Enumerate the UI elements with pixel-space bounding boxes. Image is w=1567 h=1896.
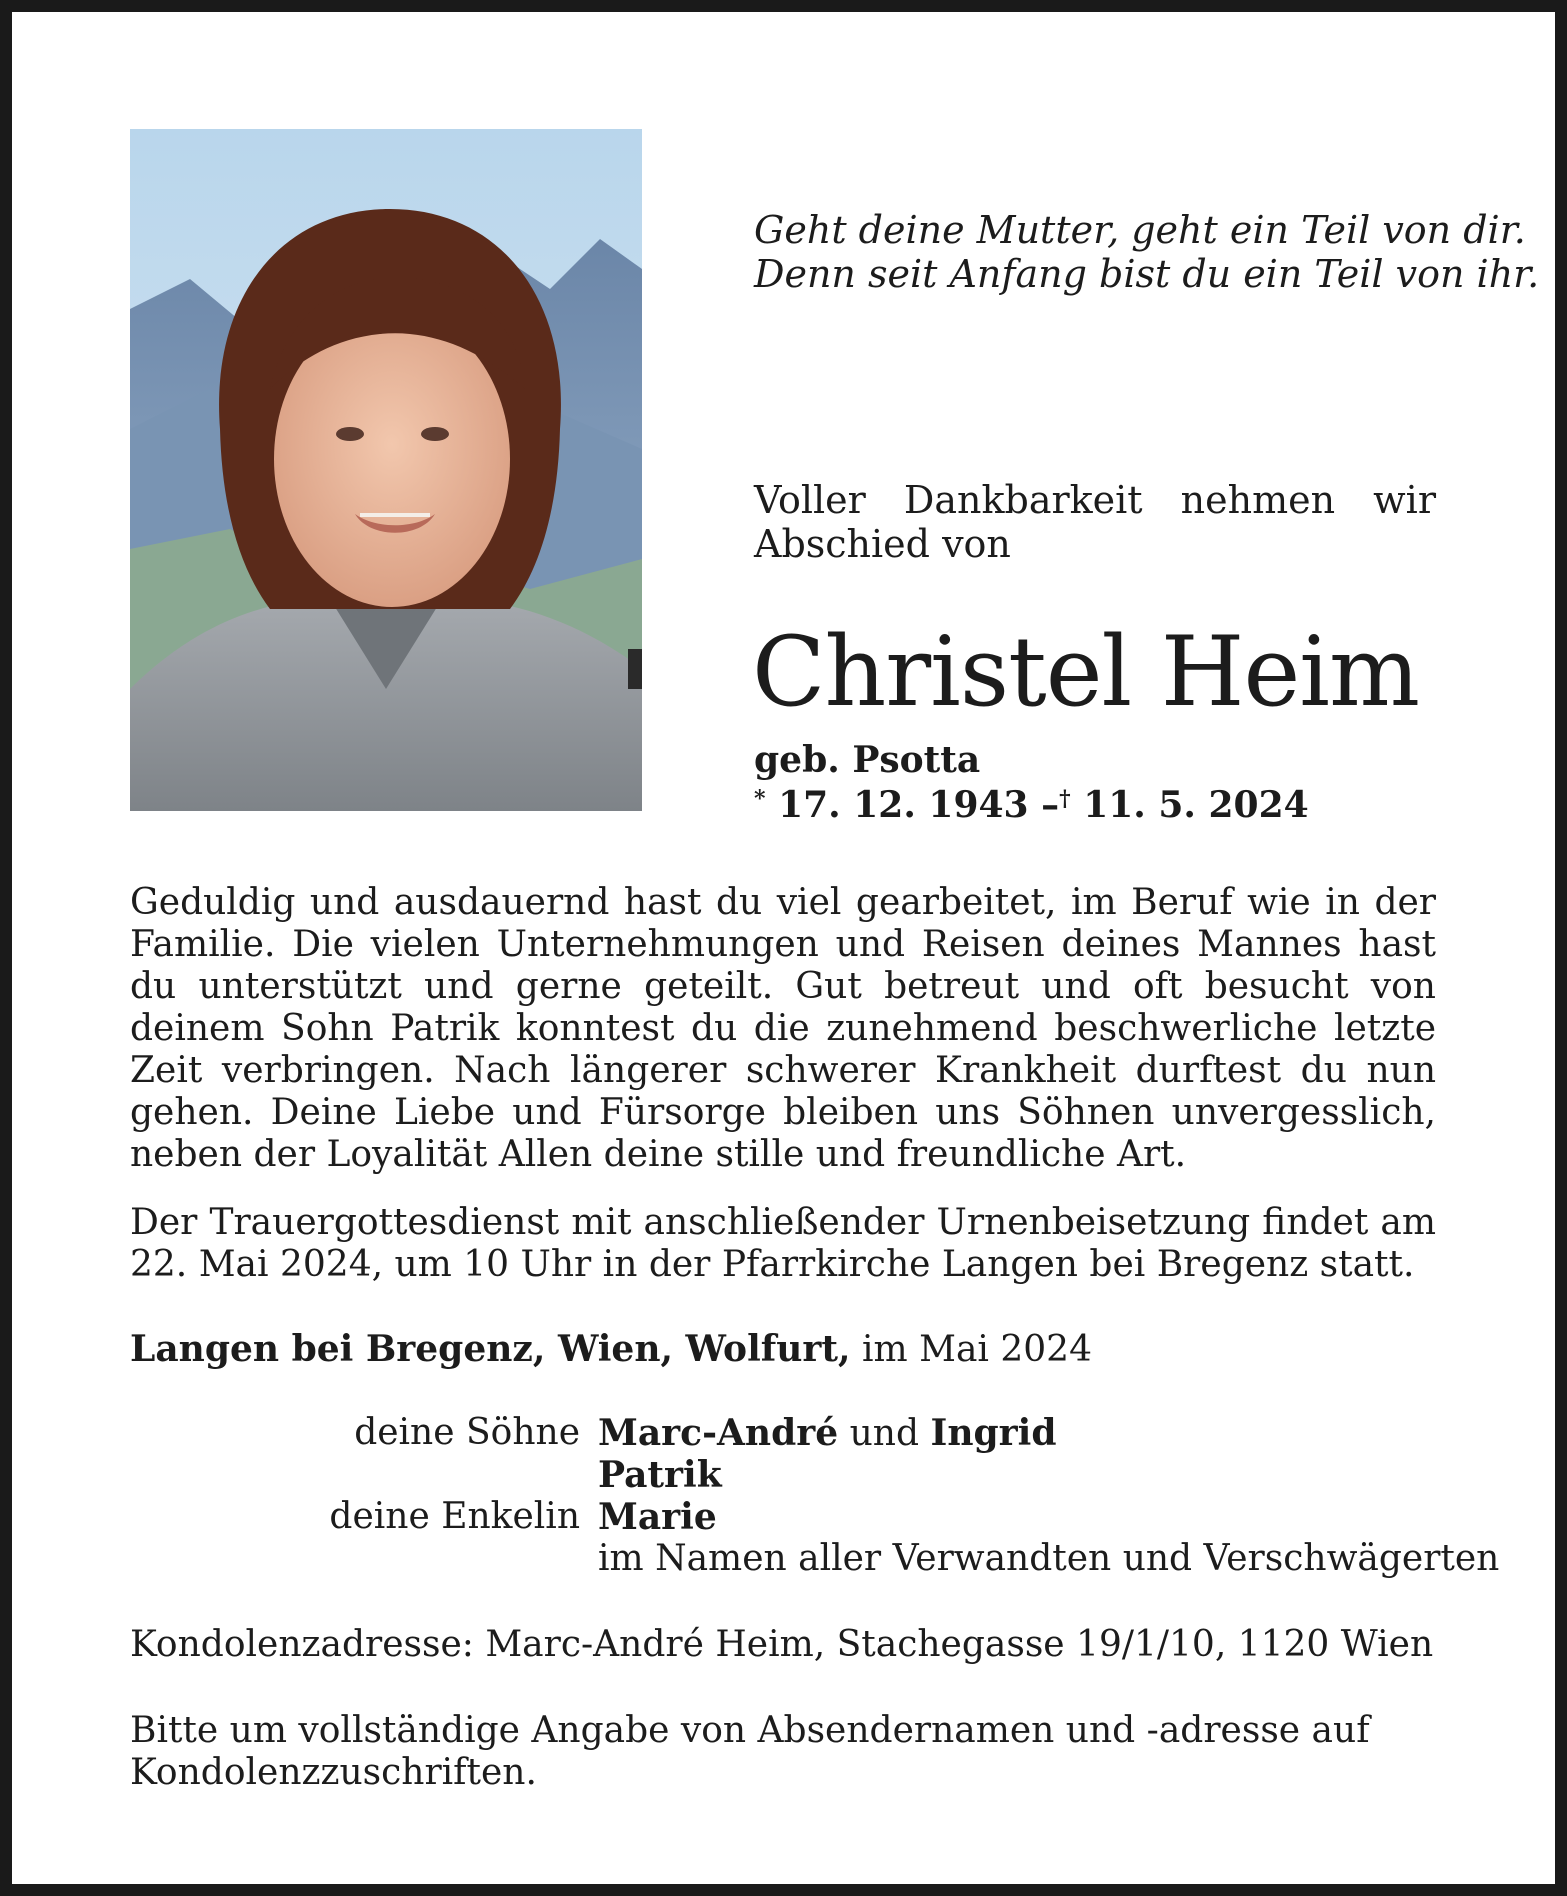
condolence-address: Kondolenzadresse: Marc-André Heim, Stachegasse 19/1/10, 1120 Wien [130,1624,1434,1665]
grandchild-label: deine Enkelin [329,1496,580,1537]
birth-date: 17. 12. 1943 [778,784,1029,826]
maiden-name: geb. Psotta [754,739,981,781]
grandchild-name: Marie [598,1496,717,1538]
portrait-photo [130,129,642,811]
deceased-name: Christel Heim [752,616,1420,728]
life-dates [754,782,1309,828]
death-symbol: † [1059,786,1071,812]
son-2-line [598,1454,722,1497]
and-word: und [849,1413,920,1454]
death-date: 11. 5. 2024 [1083,784,1309,826]
birth-symbol: * [754,786,766,812]
memorial-quote [754,208,1540,296]
sons-line [598,1412,1056,1455]
son-1-partner-name: Ingrid [930,1412,1057,1454]
tribute-paragraph: Geduldig und ausdauernd hast du viel gearbeitet, im Beruf wie in der Familie. Die vielen Unternehmungen und Reisen deines Mannes hast du unterstützt und gerne geteilt. Gut betreut und oft besucht von deinem Sohn Patrik konntest du die zunehmend beschwerliche letzte Zeit verbringen. Nach längerer schwerer Krankheit durftest du nun gehen. Deine Liebe und Fürsorge bleiben uns Söhnen unvergesslich, neben der Loyalität Allen deine stille und freundliche Art. [130,882,1436,1175]
quote-line-1: Geht deine Mutter, geht ein Teil von dir. [754,208,1526,252]
place-and-date [130,1328,1092,1371]
sons-label: deine Söhne [354,1412,580,1453]
intro-text: Voller Dankbarkeit nehmen wir Abschied von [754,478,1436,566]
son-1-name: Marc-André [598,1412,839,1454]
place-date: im Mai 2024 [861,1329,1092,1370]
son-2-name: Patrik [598,1454,722,1496]
quote-line-2: Denn seit Anfang bist du ein Teil von ihr. [754,252,1540,296]
funeral-service-paragraph: Der Trauergottesdienst mit anschließender Urnenbeisetzung findet am 22. Mai 2024, um 10 Uhr in der Pfarrkirche Langen bei Bregenz statt. [130,1202,1436,1285]
place-cities: Langen bei Bregenz, Wien, Wolfurt, [130,1328,851,1370]
grandchild-line [598,1496,717,1539]
date-separator: – [1041,784,1060,826]
relatives-line: im Namen aller Verwandten und Verschwägerten [598,1538,1500,1579]
condolence-note: Bitte um vollständige Angabe von Absendernamen und -adresse auf Kondolenzzuschriften. [130,1710,1370,1793]
